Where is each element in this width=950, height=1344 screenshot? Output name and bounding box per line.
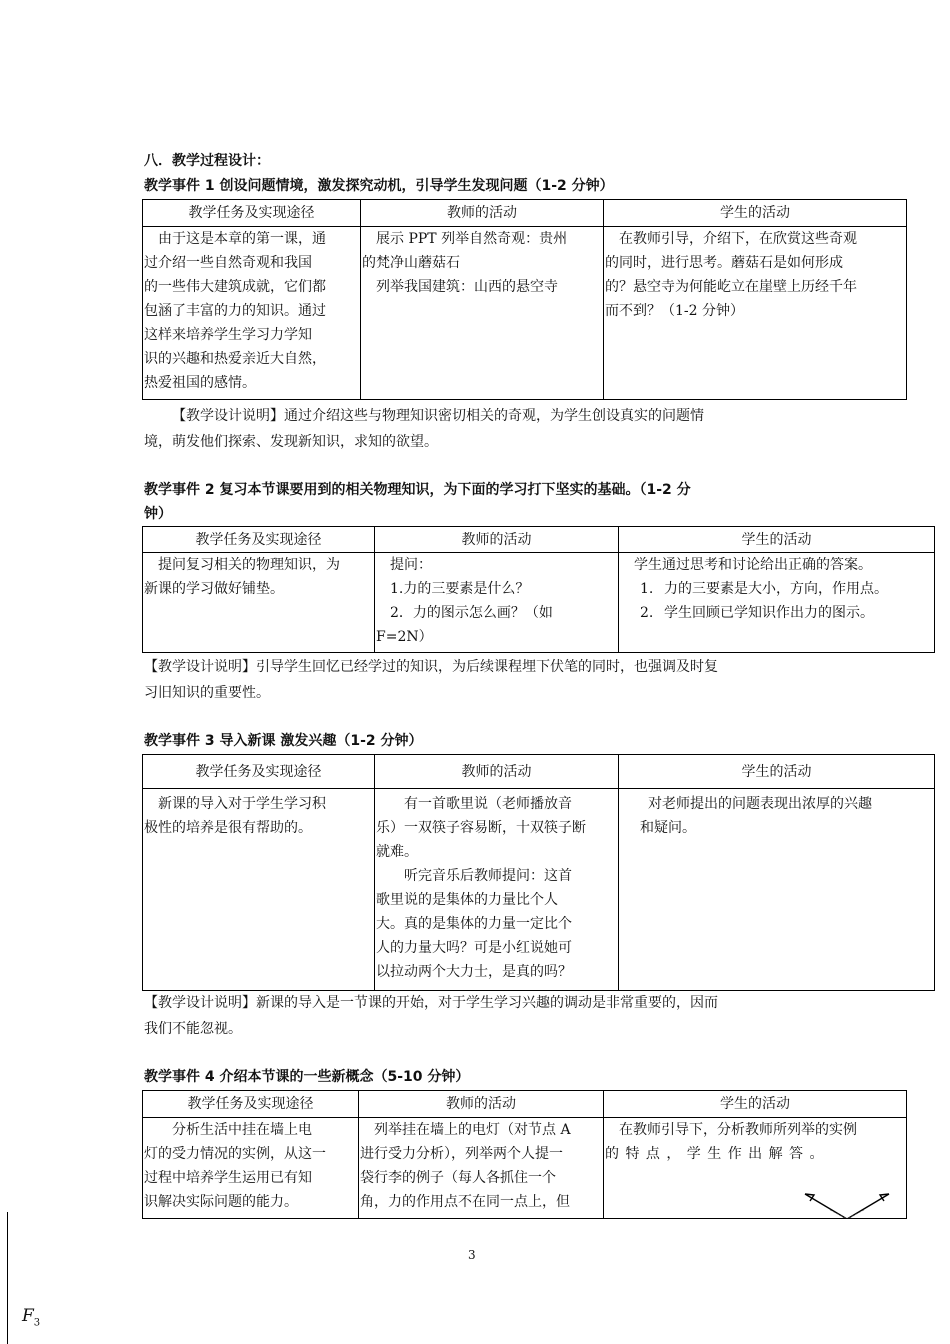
teacher-cell: 有一首歌里说（老师播放音 乐）一双筷子容易断，十双筷子断 就难。 听完音乐后教师提问：这首 歌里说的是集体的力量比个人 大。真的是集体的力量一定比个 人的力量大吗？可是小红说她可 以拉动两个大力士，是真的吗？	[375, 789, 619, 991]
column-header-teacher: 教师的活动	[359, 1091, 604, 1118]
event-2-design-note: 【教学设计说明】引导学生回忆已经学过的知识，为后续课程埋下伏笔的同时，也强调及时复 习旧知识的重要性。	[144, 659, 718, 701]
task-cell: 由于这是本章的第一课，通 过介绍一些自然奇观和我国 的一些伟大建筑成就，它们都 包涵了丰富的力的知识。通过 这样来培养学生学习力学知 识的兴趣和热爱亲近大自然， 热爱祖国的感情。	[143, 227, 361, 400]
task-cell: 新课的导入对于学生学习积 极性的培养是很有帮助的。	[143, 789, 375, 991]
student-answer-1: 1. 力的三要素是大小，方向，作用点。	[640, 581, 888, 597]
event-1-title: 教学事件 1 创设问题情境，激发探究动机，引导学生发现问题（1-2 分钟）	[144, 178, 614, 194]
column-header-student: 学生的活动	[619, 755, 935, 789]
event-2-table	[142, 526, 935, 653]
column-header-task: 教学任务及实现途径	[143, 1091, 359, 1118]
f3-label: $F_3$	[22, 1306, 41, 1329]
teacher-cell: 列举挂在墙上的电灯（对节点 A 进行受力分析），列举两个人提一 袋行李的例子（每人各抓住一个 角，力的作用点不在同一点上，但	[359, 1118, 604, 1219]
column-header-teacher: 教师的活动	[375, 755, 619, 789]
teacher-cell: 提问： 1.力的三要素是什么？ 2．力的图示怎么画？（如 F=2N）	[375, 553, 619, 653]
column-header-task: 教学任务及实现途径	[143, 527, 375, 553]
task-cell: 提问复习相关的物理知识，为 新课的学习做好铺垫。	[143, 553, 375, 653]
student-cell: 学生通过思考和讨论给出正确的答案。 1. 力的三要素是大小，方向，作用点。 2. 学生回顾已学知识作出力的图示。	[619, 553, 935, 653]
page-number: 3	[468, 1248, 476, 1262]
teacher-cell: 展示 PPT 列举自然奇观：贵州 的梵净山蘑菇石 列举我国建筑：山西的悬空寺	[361, 227, 604, 400]
student-cell: 在教师引导下，分析教师所列举的实例 的 特 点 ， 学 生 作 出 解 答 。	[604, 1118, 907, 1219]
section-title: 八．教学过程设计：	[144, 153, 270, 169]
margin-line	[7, 1212, 8, 1344]
student-answer-2: 2. 学生回顾已学知识作出力的图示。	[640, 605, 874, 621]
column-header-student: 学生的活动	[604, 1091, 907, 1118]
column-header-teacher: 教师的活动	[375, 527, 619, 553]
event-2-title: 教学事件 2 复习本节课要用到的相关物理知识，为下面的学习打下坚实的基础。（1-2 分 钟）	[144, 482, 691, 522]
column-header-task: 教学任务及实现途径	[143, 755, 375, 789]
event-3-table	[142, 754, 935, 991]
task-cell: 分析生活中挂在墙上电 灯的受力情况的实例，从这一 过程中培养学生运用已有知 识解决实际问题的能力。	[143, 1118, 359, 1219]
force-arrows-diagram	[800, 1190, 894, 1219]
student-cell: 在教师引导，介绍下，在欣赏这些奇观 的同时，进行思考。蘑菇石是如何形成 的？悬空寺为何能屹立在崖壁上历经千年 而不到？（1-2 分钟）	[604, 227, 907, 400]
column-header-task: 教学任务及实现途径	[143, 200, 361, 227]
event-4-title: 教学事件 4 介绍本节课的一些新概念（5-10 分钟）	[144, 1069, 470, 1085]
event-3-title: 教学事件 3 导入新课 激发兴趣（1-2 分钟）	[144, 733, 423, 749]
student-cell: 对老师提出的问题表现出浓厚的兴趣 和疑问。	[619, 789, 935, 991]
event-1-table	[142, 199, 907, 400]
column-header-student: 学生的活动	[619, 527, 935, 553]
column-header-teacher: 教师的活动	[361, 200, 604, 227]
event-3-design-note: 【教学设计说明】新课的导入是一节课的开始，对于学生学习兴趣的调动是非常重要的，因而 我们不能忽视。	[144, 995, 718, 1037]
column-header-student: 学生的活动	[604, 200, 907, 227]
event-4-table	[142, 1090, 907, 1219]
event-1-design-note: 【教学设计说明】通过介绍这些与物理知识密切相关的奇观，为学生创设真实的问题情 境，萌发他们探索、发现新知识，求知的欲望。	[144, 408, 704, 450]
